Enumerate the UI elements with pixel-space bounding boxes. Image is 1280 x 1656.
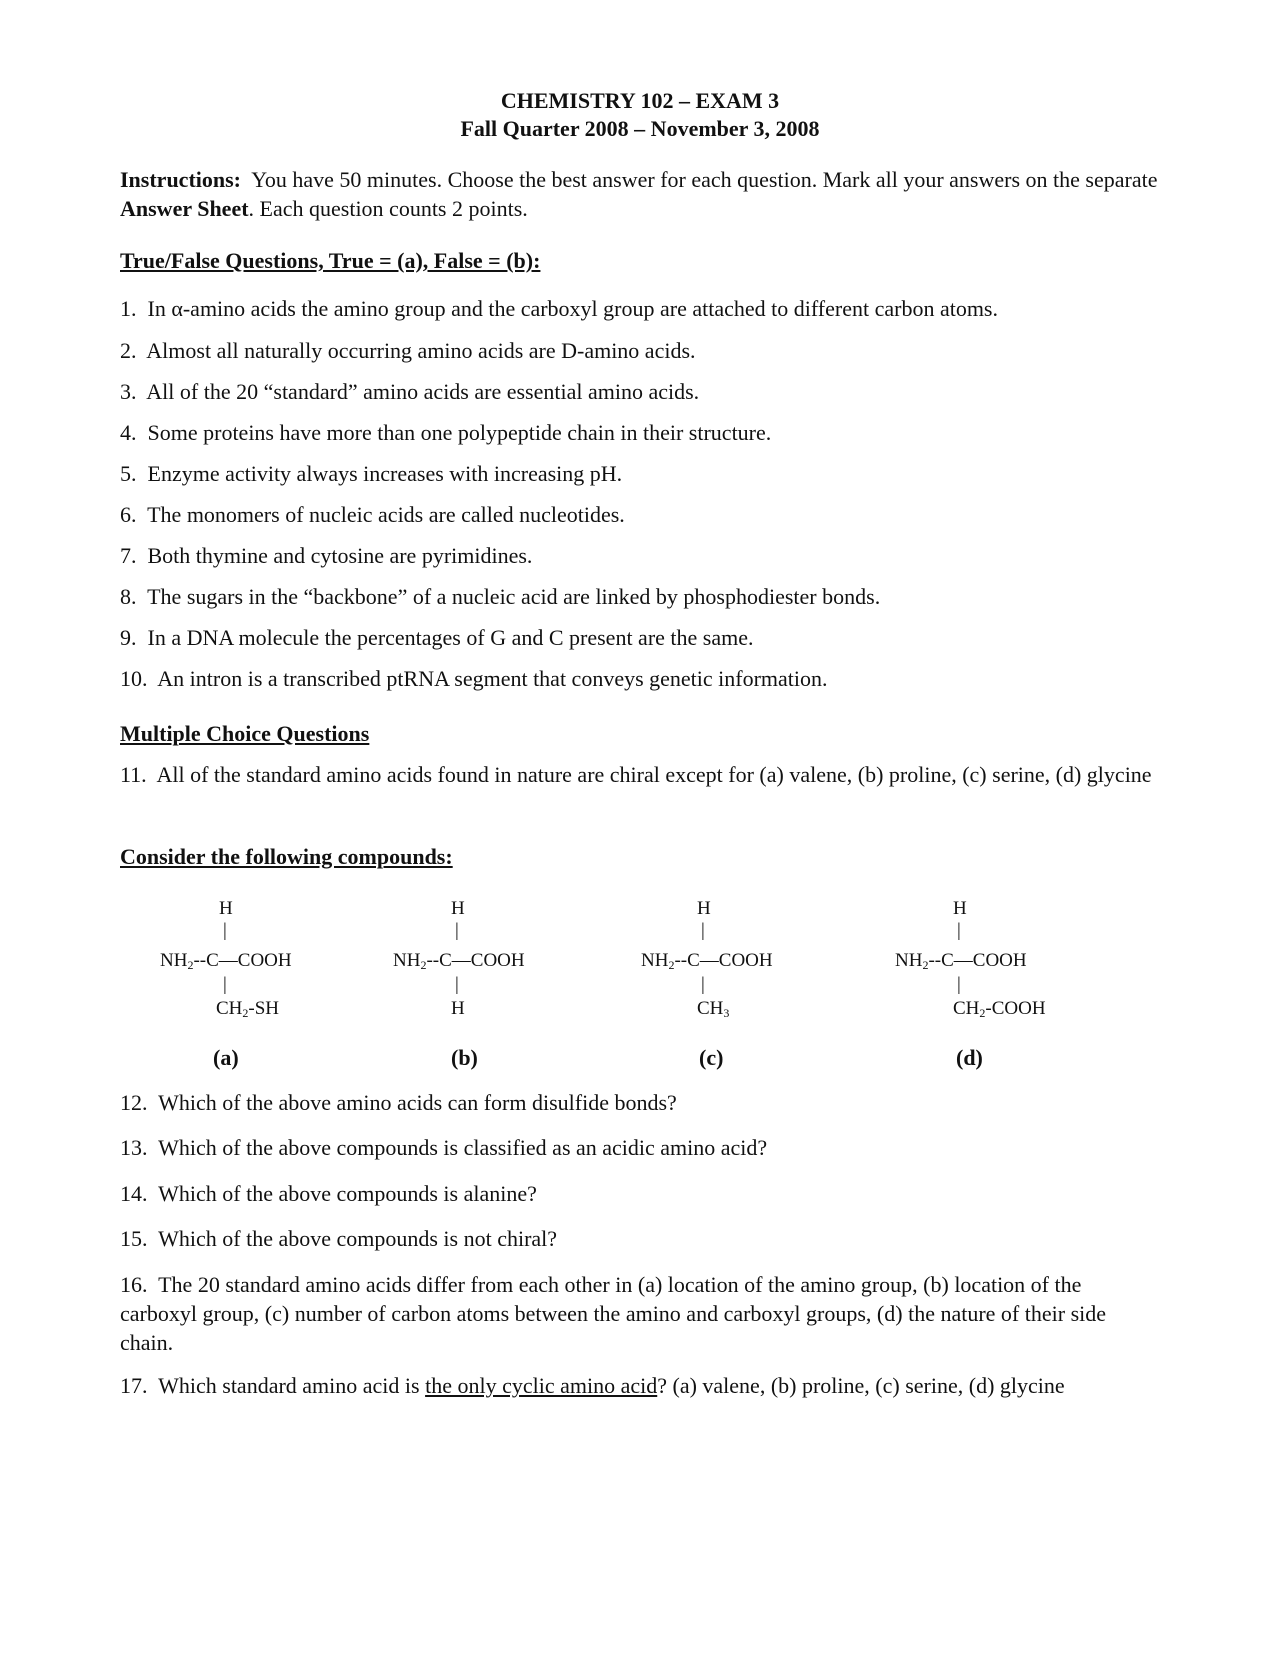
tf-question: 10. An intron is a transcribed ptRNA segment that conveys genetic information. bbox=[120, 666, 828, 691]
answer-sheet-label: Answer Sheet bbox=[120, 196, 249, 221]
emphasis-underline: the only cyclic amino acid bbox=[425, 1373, 658, 1398]
compound-label-c: (c) bbox=[699, 1045, 724, 1070]
tf-question: 7. Both thymine and cytosine are pyrimidines. bbox=[120, 543, 533, 568]
compound-label-a: (a) bbox=[213, 1045, 239, 1070]
mc-question-11: 11. All of the standard amino acids found in nature are chiral except for (a) valene, (b) proline, (c) serine, (d) glycine bbox=[120, 762, 1152, 787]
mc-question-17: 17. Which standard amino acid is the only cyclic amino acid? (a) valene, (b) proline, (c) serine, (d) glycine bbox=[120, 1373, 1065, 1398]
mc-question: 12. Which of the above amino acids can form disulfide bonds? bbox=[120, 1090, 677, 1115]
tf-question: 3. All of the 20 “standard” amino acids are essential amino acids. bbox=[120, 379, 700, 404]
tf-question: 9. In a DNA molecule the percentages of G and C present are the same. bbox=[120, 625, 754, 650]
mc-question: 14. Which of the above compounds is alanine? bbox=[120, 1181, 537, 1206]
instructions-text-2: . Each question counts 2 points. bbox=[248, 196, 528, 221]
instructions-label: Instructions: bbox=[120, 167, 242, 192]
compound-label-b: (b) bbox=[451, 1045, 478, 1070]
tf-question: 8. The sugars in the “backbone” of a nucleic acid are linked by phosphodiester bonds. bbox=[120, 584, 881, 609]
compound-label-d: (d) bbox=[956, 1045, 983, 1070]
tf-question: 1. In α-amino acids the amino group and the carboxyl group are attached to different carbon atoms. bbox=[120, 296, 998, 321]
instructions bbox=[120, 165, 1160, 223]
compounds-heading: Consider the following compounds: bbox=[120, 844, 453, 869]
tf-question: 4. Some proteins have more than one polypeptide chain in their structure. bbox=[120, 420, 772, 445]
mc-question-16: 16. The 20 standard amino acids differ from each other in (a) location of the amino group, (b) location of the carboxyl group, (c) number of carbon atoms between the amino and carboxyl groups, (d) the nature of their side chain. bbox=[120, 1272, 1107, 1355]
tf-question: 5. Enzyme activity always increases with increasing pH. bbox=[120, 461, 623, 486]
exam-subtitle: Fall Quarter 2008 – November 3, 2008 bbox=[460, 116, 820, 141]
multiple-choice-heading: Multiple Choice Questions bbox=[120, 721, 370, 746]
exam-title: CHEMISTRY 102 – EXAM 3 bbox=[500, 88, 780, 113]
tf-question: 2. Almost all naturally occurring amino acids are D-amino acids. bbox=[120, 338, 696, 363]
mc-question: 15. Which of the above compounds is not chiral? bbox=[120, 1226, 558, 1251]
mc-question: 13. Which of the above compounds is classified as an acidic amino acid? bbox=[120, 1135, 768, 1160]
instructions-text-1: You have 50 minutes. Choose the best answer for each question. Mark all your answers on the separate bbox=[251, 167, 1158, 192]
tf-question: 6. The monomers of nucleic acids are called nucleotides. bbox=[120, 502, 625, 527]
true-false-heading: True/False Questions, True = (a), False = (b): bbox=[120, 248, 541, 273]
